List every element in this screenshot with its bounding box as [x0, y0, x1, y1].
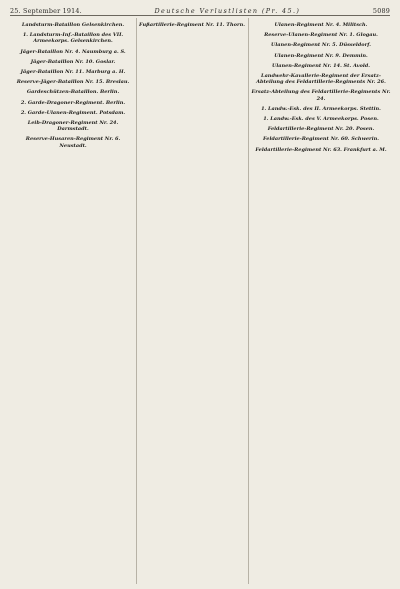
- section: [12, 136, 134, 148]
- section-heading: Ulanen-Regiment Nr. 5. Düsseldorf.: [271, 42, 371, 49]
- section-heading: Jäger-Bataillon Nr. 4. Naumburg a. S.: [20, 48, 126, 55]
- section: [251, 73, 391, 85]
- section-heading: Feldartillerie-Regiment Nr. 60. Schwerin.: [263, 136, 379, 143]
- section-heading: Ulanen-Regiment Nr. 4. Militsch.: [274, 22, 368, 28]
- section: [12, 120, 134, 132]
- section: [12, 22, 134, 28]
- column-3: [251, 18, 391, 584]
- section-heading: Reserve-Jäger-Bataillon Nr. 15. Breslau.: [16, 79, 130, 86]
- section: [12, 79, 134, 85]
- section: [12, 49, 134, 55]
- header-title: Deutsche Verlustlisten (Pr. 45.): [154, 7, 301, 15]
- section-heading: Jäger-Bataillon Nr. 11. Marburg a. H.: [20, 69, 126, 76]
- section: [251, 136, 391, 142]
- section: [12, 100, 134, 106]
- header-rule: [10, 15, 390, 16]
- header-page-number: 5089: [372, 7, 390, 15]
- section: [251, 42, 391, 48]
- section-heading: 1. Landw.-Esk. des V. Armeekorps. Posen.: [263, 116, 379, 123]
- section-heading: Leib-Dragoner-Regiment Nr. 24. Darmstadt.: [27, 120, 119, 133]
- section: [12, 69, 134, 75]
- section-heading: Landsturm-Bataillon Gelsenkirchen.: [21, 22, 125, 28]
- section: [251, 147, 391, 153]
- section: [12, 89, 134, 95]
- section-heading: Feldartillerie-Regiment Nr. 63. Frankfurt a. M.: [255, 146, 387, 153]
- section: [12, 110, 134, 116]
- section-heading: Ulanen-Regiment Nr. 9. Demmin.: [274, 52, 368, 59]
- section: [251, 106, 391, 112]
- section: [251, 32, 391, 38]
- section-heading: 2. Garde-Ulanen-Regiment. Potsdam.: [20, 109, 126, 116]
- section-heading: Jäger-Bataillon Nr. 10. Goslar.: [30, 58, 116, 65]
- section-heading: 1. Landw.-Esk. des II. Armeekorps. Stettin.: [261, 105, 381, 112]
- column-divider: [136, 18, 137, 584]
- section-heading: Reserve-Ulanen-Regiment Nr. 1. Glogau.: [264, 32, 378, 39]
- column-2: [138, 18, 246, 584]
- section: [138, 22, 246, 28]
- section: [12, 32, 134, 44]
- section-heading: Ersatz-Abteilung des Feldartillerie-Regiments Nr. 24.: [251, 89, 391, 102]
- section-heading: 2. Garde-Dragoner-Regiment. Berlin.: [20, 99, 126, 106]
- section-heading: Feldartillerie-Regiment Nr. 20. Posen.: [267, 126, 375, 133]
- section: [251, 53, 391, 59]
- column-divider: [248, 18, 249, 584]
- section-heading: Landwehr-Kavallerie-Regiment der Ersatz-Abteilung des Feldartillerie-Regiments Nr. 26.: [256, 73, 386, 86]
- page-header: [10, 3, 390, 15]
- section: [12, 59, 134, 65]
- section: [251, 22, 391, 28]
- section-heading: 1. Landsturm-Inf.-Bataillon des VII. Armeekorps. Gelsenkirchen.: [22, 32, 124, 45]
- section-heading: Gardeschützen-Bataillon. Berlin.: [26, 89, 120, 96]
- section-heading: Reserve-Husaren-Regiment Nr. 6. Neustadt.: [25, 136, 121, 149]
- header-date: 25. September 1914.: [10, 7, 82, 15]
- section: [251, 89, 391, 101]
- column-1: [12, 18, 134, 584]
- section-heading: Fußartillerie-Regiment Nr. 11. Thorn.: [138, 22, 245, 28]
- section-heading: Ulanen-Regiment Nr. 14. St. Avold.: [271, 62, 371, 69]
- section: [251, 126, 391, 132]
- section: [251, 116, 391, 122]
- section: [251, 63, 391, 69]
